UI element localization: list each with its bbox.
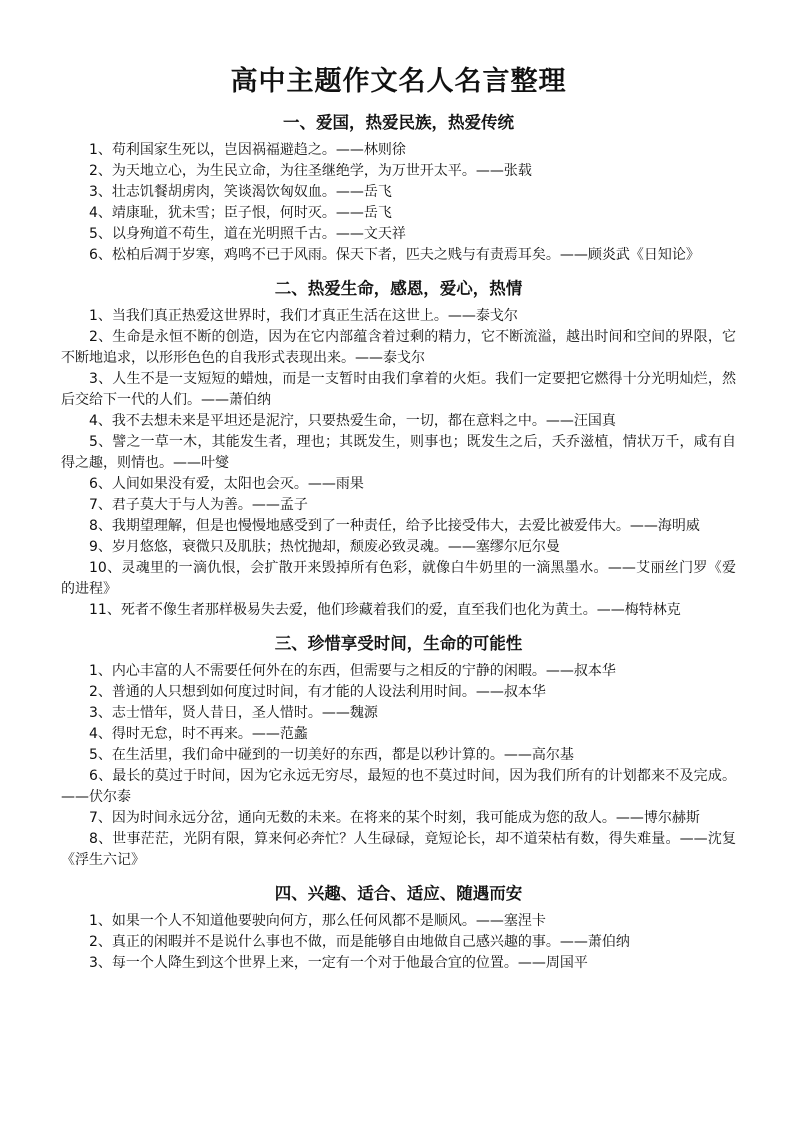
quote-list <box>61 140 736 266</box>
quote-item: 6、松柏后凋于岁寒，鸡鸣不已于风雨。保天下者，匹夫之贱与有责焉耳矣。——顾炎武《日知论》 <box>89 247 700 263</box>
quote-list <box>61 306 736 621</box>
quote-item: 7、因为时间永远分岔，通向无数的未来。在将来的某个时刻，我可能成为您的敌人。——博尔赫斯 <box>89 810 700 826</box>
section-heading: 二、热爱生命，感恩，爱心，热情 <box>274 279 523 298</box>
quote-item: 2、生命是永恒不断的创造，因为在它内部蕴含着过剩的精力，它不断流溢，越出时间和空间的界限，它不断地追求，以形形色色的自我形式表现出来。——泰戈尔 <box>61 329 736 366</box>
quote-item: 5、在生活里，我们命中碰到的一切美好的东西，都是以秒计算的。——高尔基 <box>89 747 574 763</box>
quote-item: 11、死者不像生者那样极易失去爱，他们珍藏着我们的爱，直至我们也化为黄土。——梅特林克 <box>89 602 681 618</box>
quote-item: 5、以身殉道不苟生，道在光明照千古。——文天祥 <box>89 226 406 242</box>
quote-list <box>61 911 736 974</box>
quote-item: 6、人间如果没有爱，太阳也会灭。——雨果 <box>89 476 364 492</box>
quote-item: 1、苟利国家生死以，岂因祸福避趋之。——林则徐 <box>89 142 406 158</box>
quote-item: 7、君子莫大于与人为善。——孟子 <box>89 497 308 513</box>
quote-item: 6、最长的莫过于时间，因为它永远无穷尽，最短的也不莫过时间，因为我们所有的计划都来不及完成。——伏尔泰 <box>61 768 736 805</box>
quote-item: 10、灵魂里的一滴仇恨，会扩散开来毁掉所有色彩，就像白牛奶里的一滴黑墨水。——艾丽丝门罗《爱的进程》 <box>61 560 736 597</box>
section-3 <box>61 631 736 871</box>
quote-item: 2、普通的人只想到如何度过时间，有才能的人设法利用时间。——叔本华 <box>89 684 546 700</box>
section-heading: 一、爱国，热爱民族，热爱传统 <box>283 113 514 132</box>
quote-item: 1、当我们真正热爱这世界时，我们才真正生活在这世上。——泰戈尔 <box>89 308 518 324</box>
quote-item: 3、人生不是一支短短的蜡烛，而是一支暂时由我们拿着的火炬。我们一定要把它燃得十分光明灿烂，然后交给下一代的人们。——萧伯纳 <box>61 371 736 408</box>
quote-item: 3、志士惜年，贤人昔日，圣人惜时。——魏源 <box>89 705 378 721</box>
document-title: 高中主题作文名人名言整理 <box>230 66 567 97</box>
quote-item: 8、世事茫茫，光阴有限，算来何必奔忙？人生碌碌，竟短论长，却不道荣枯有数，得失难量。——沈复《浮生六记》 <box>61 831 736 868</box>
section-4 <box>61 881 736 974</box>
quote-item: 5、譬之一草一木，其能发生者，理也；其既发生，则事也；既发生之后，夭乔滋植，情状万千，咸有自得之趣，则情也。——叶燮 <box>61 434 736 471</box>
section-2 <box>61 276 736 621</box>
section-heading: 三、珍惜享受时间，生命的可能性 <box>274 634 523 653</box>
quote-item: 2、为天地立心，为生民立命，为往圣继绝学，为万世开太平。——张载 <box>89 163 532 179</box>
quote-item: 2、真正的闲暇并不是说什么事也不做，而是能够自由地做自己感兴趣的事。——萧伯纳 <box>89 934 630 950</box>
document-body <box>61 110 736 974</box>
quote-item: 4、靖康耻，犹未雪；臣子恨，何时灭。——岳飞 <box>89 205 392 221</box>
section-heading: 四、兴趣、适合、适应、随遇而安 <box>274 884 523 903</box>
quote-item: 8、我期望理解，但是也慢慢地感受到了一种责任，给予比接受伟大，去爱比被爱伟大。——海明威 <box>89 518 700 534</box>
section-1 <box>61 110 736 266</box>
quote-item: 3、壮志饥餐胡虏肉，笑谈渴饮匈奴血。——岳飞 <box>89 184 392 200</box>
quote-item: 4、得时无怠，时不再来。——范蠡 <box>89 726 308 742</box>
quote-item: 1、如果一个人不知道他要驶向何方，那么任何风都不是顺风。——塞涅卡 <box>89 913 546 929</box>
quote-list <box>61 661 736 871</box>
quote-item: 4、我不去想未来是平坦还是泥泞，只要热爱生命，一切，都在意料之中。——汪国真 <box>89 413 616 429</box>
quote-item: 1、内心丰富的人不需要任何外在的东西，但需要与之相反的宁静的闲暇。——叔本华 <box>89 663 616 679</box>
quote-item: 3、每一个人降生到这个世界上来，一定有一个对于他最合宜的位置。——周国平 <box>89 955 588 971</box>
quote-item: 9、岁月悠悠，衰微只及肌肤；热忱抛却，颓废必致灵魂。——塞缪尔厄尔曼 <box>89 539 560 555</box>
